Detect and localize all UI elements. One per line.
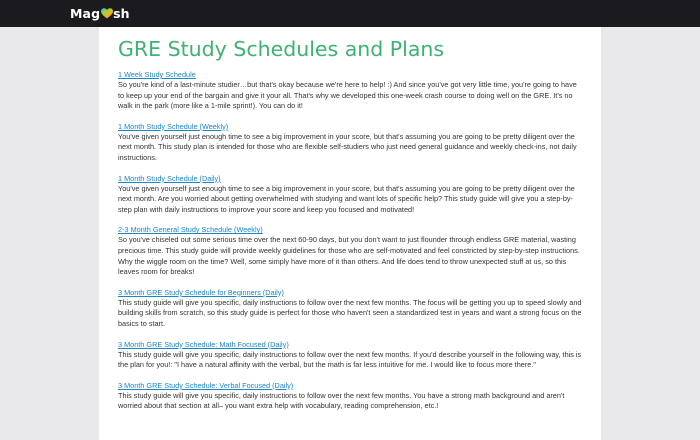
heart-icon: [101, 8, 113, 19]
schedule-link-1-week[interactable]: 1 Week Study Schedule: [118, 70, 196, 79]
schedule-section: [118, 288, 583, 330]
schedule-description: This study guide will give you specific, daily instructions to follow over the next few months. The focus will be getting you up to speed slowly and building skills from scratch, so this study guide is perfect for those who haven't seen a standardized test in years and want a strong focus on the basics to start.: [118, 297, 582, 328]
schedule-description: You've given yourself just enough time to see a big improvement in your score, but that's assuming you are going to be pretty diligent over the next month. This study plan is intended for those who are flexible self-studiers who just need general guidance and weekly check-ins, not daily instructions.: [118, 131, 577, 162]
page-title: GRE Study Schedules and Plans: [118, 37, 445, 61]
schedule-section: [118, 340, 583, 371]
schedule-link-3-month-verbal[interactable]: 3 Month GRE Study Schedule: Verbal Focused (Daily): [118, 380, 294, 390]
schedule-section: [118, 174, 583, 216]
schedule-description: So you're kind of a last-minute studier…but that's okay because we're here to help! :) And since you've got very little time, you're going to have to keep up your end of the bargain and give it your all. That's why we developed this one-week crash course to doing well on the GRE. It's no walk in the park (more like a 1-mile sprint!). You can do it!: [118, 80, 577, 111]
magoosh-logo[interactable]: [70, 6, 130, 21]
schedule-link-2-3-month-weekly[interactable]: 2-3 Month General Study Schedule (Weekly): [118, 225, 263, 235]
schedule-link-1-month-weekly[interactable]: 1 Month Study Schedule (Weekly): [118, 121, 229, 131]
schedule-section: [118, 122, 583, 164]
schedule-link-1-month-daily[interactable]: 1 Month Study Schedule (Daily): [118, 173, 221, 183]
schedule-section: [118, 70, 583, 112]
schedule-description: So you've chiseled out some serious time over the next 60-90 days, but you don't want to just flounder through endless GRE material, wasting precious time. This study guide will provide weekly guidelines for those who are self-motivated and feel constricted by step-by-step instructions. Why the wiggle room on the time? Well, some simply have more of it than others. And life does tend to throw unexpected stuff at us, so this leaves room for breaks!: [118, 235, 580, 277]
top-nav-bar: [0, 0, 700, 27]
schedule-description: You've given yourself just enough time to see a big improvement in your score, but that's assuming you are going to be pretty diligent over the next month. Are you worried about getting overwhelmed with studying and want lots of specific help? This study guide will give you a step-by-step plan with daily instructions to improve your score and keep you focused and motivated!: [118, 183, 575, 214]
schedule-section: [118, 225, 583, 277]
schedule-section: [118, 381, 583, 412]
schedule-description: This study guide will give you specific, daily instructions to follow over the next few months. You have a strong math background and aren't worried about that section at all– you want extra help with vocabulary, reading comprehension, etc.!: [118, 390, 565, 411]
schedule-link-3-month-math[interactable]: 3 Month GRE Study Schedule: Math Focused (Daily): [118, 339, 289, 349]
main-content-page: [99, 27, 601, 440]
schedule-link-3-month-beginners[interactable]: 3 Month GRE Study Schedule for Beginners (Daily): [118, 287, 284, 297]
schedule-description: This study guide will give you specific, daily instructions to follow over the next few months. If you'd describe yourself in the following way, this is the plan for you!: "I have a natural affinity with the verbal, but the math is far less intuitive for me. I would like to focus more there.": [118, 349, 582, 370]
study-schedules-article: [118, 35, 583, 422]
logo-text-end: sh: [113, 6, 130, 21]
logo-text-start: Mag: [70, 6, 101, 21]
